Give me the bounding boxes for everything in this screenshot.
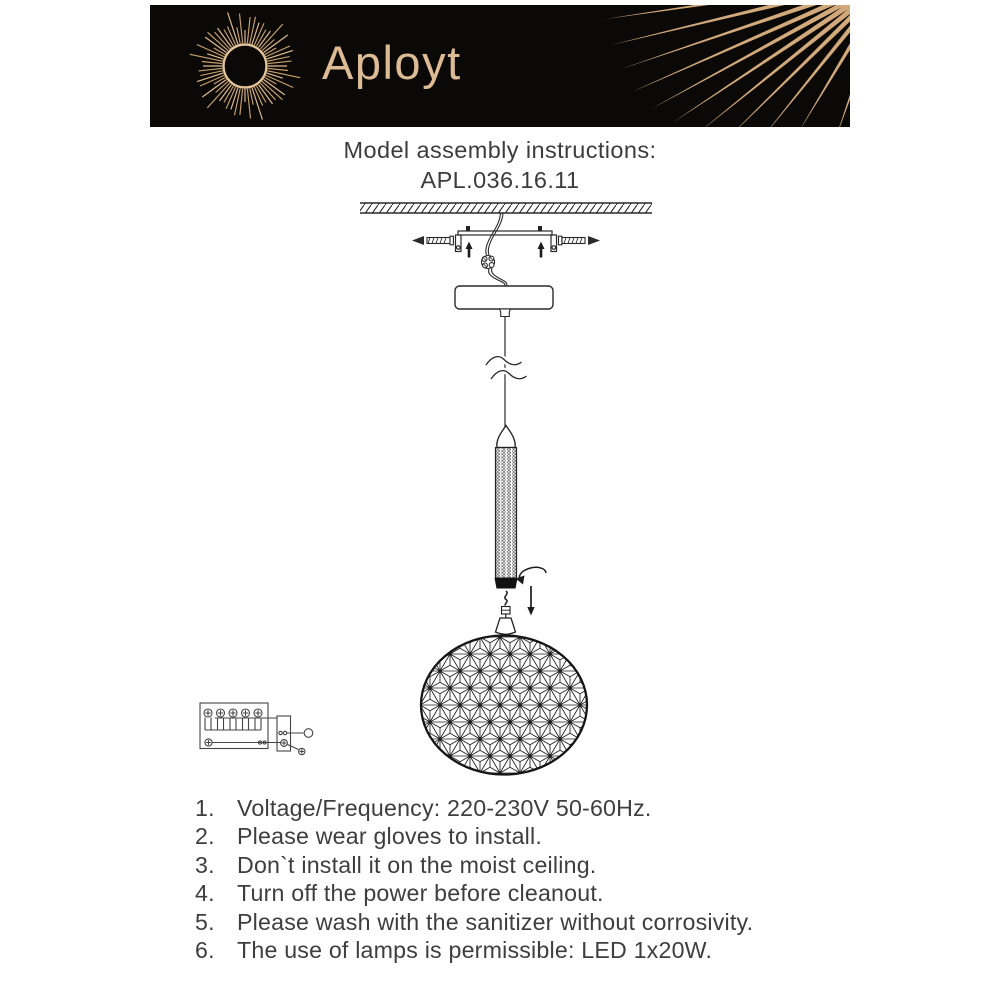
lower-connector xyxy=(502,591,511,618)
header-banner xyxy=(150,5,850,127)
screw-up-arrows xyxy=(466,242,545,258)
item-number: 4. xyxy=(195,880,215,907)
item-number: 1. xyxy=(195,795,215,821)
item-text: Turn off the power before cleanout. xyxy=(237,880,604,907)
list-item xyxy=(195,851,855,879)
page-title: Model assembly instructions: xyxy=(343,137,657,163)
item-text: The use of lamps is permissible: LED 1x20W. xyxy=(237,937,713,964)
list-item xyxy=(195,879,855,907)
knurled-rod xyxy=(495,448,518,589)
cable-length-break xyxy=(486,357,527,379)
instructions-list xyxy=(195,794,855,964)
cone-grip xyxy=(497,426,515,448)
list-item xyxy=(195,936,855,964)
terminal-screws xyxy=(204,709,262,717)
brand-name: Aployt xyxy=(322,36,462,89)
item-text: Don`t install it on the moist ceiling. xyxy=(237,851,597,878)
mounting-screw-left xyxy=(412,236,453,245)
item-text: Please wear gloves to install. xyxy=(237,823,543,850)
rotation-arrow xyxy=(516,567,547,584)
item-number: 6. xyxy=(195,937,215,964)
title-block xyxy=(0,136,1000,195)
header-decor xyxy=(150,5,850,127)
sphere-cup xyxy=(496,618,516,634)
mains-wire xyxy=(486,213,507,286)
list-item xyxy=(195,794,855,822)
item-text: Please wash with the sanitizer without corrosivity. xyxy=(237,908,754,935)
canopy xyxy=(455,286,553,317)
corner-rays-icon xyxy=(605,5,850,127)
mounting-screw-right xyxy=(559,236,601,245)
ceiling xyxy=(360,203,652,213)
faceted-sphere-shade xyxy=(419,634,589,777)
item-number: 5. xyxy=(195,908,215,935)
item-number: 3. xyxy=(195,851,215,878)
assembly-diagram xyxy=(0,195,1000,795)
list-item xyxy=(195,822,855,850)
item-number: 2. xyxy=(195,823,215,850)
wire-connector xyxy=(482,256,495,269)
install-arrow xyxy=(527,586,534,616)
sunburst-ring-icon xyxy=(224,45,267,88)
terminal-block-wiring xyxy=(200,703,313,755)
item-text: Voltage/Frequency: 220-230V 50-60Hz. xyxy=(237,795,652,821)
list-item xyxy=(195,908,855,936)
model-number: APL.036.16.11 xyxy=(420,166,580,193)
